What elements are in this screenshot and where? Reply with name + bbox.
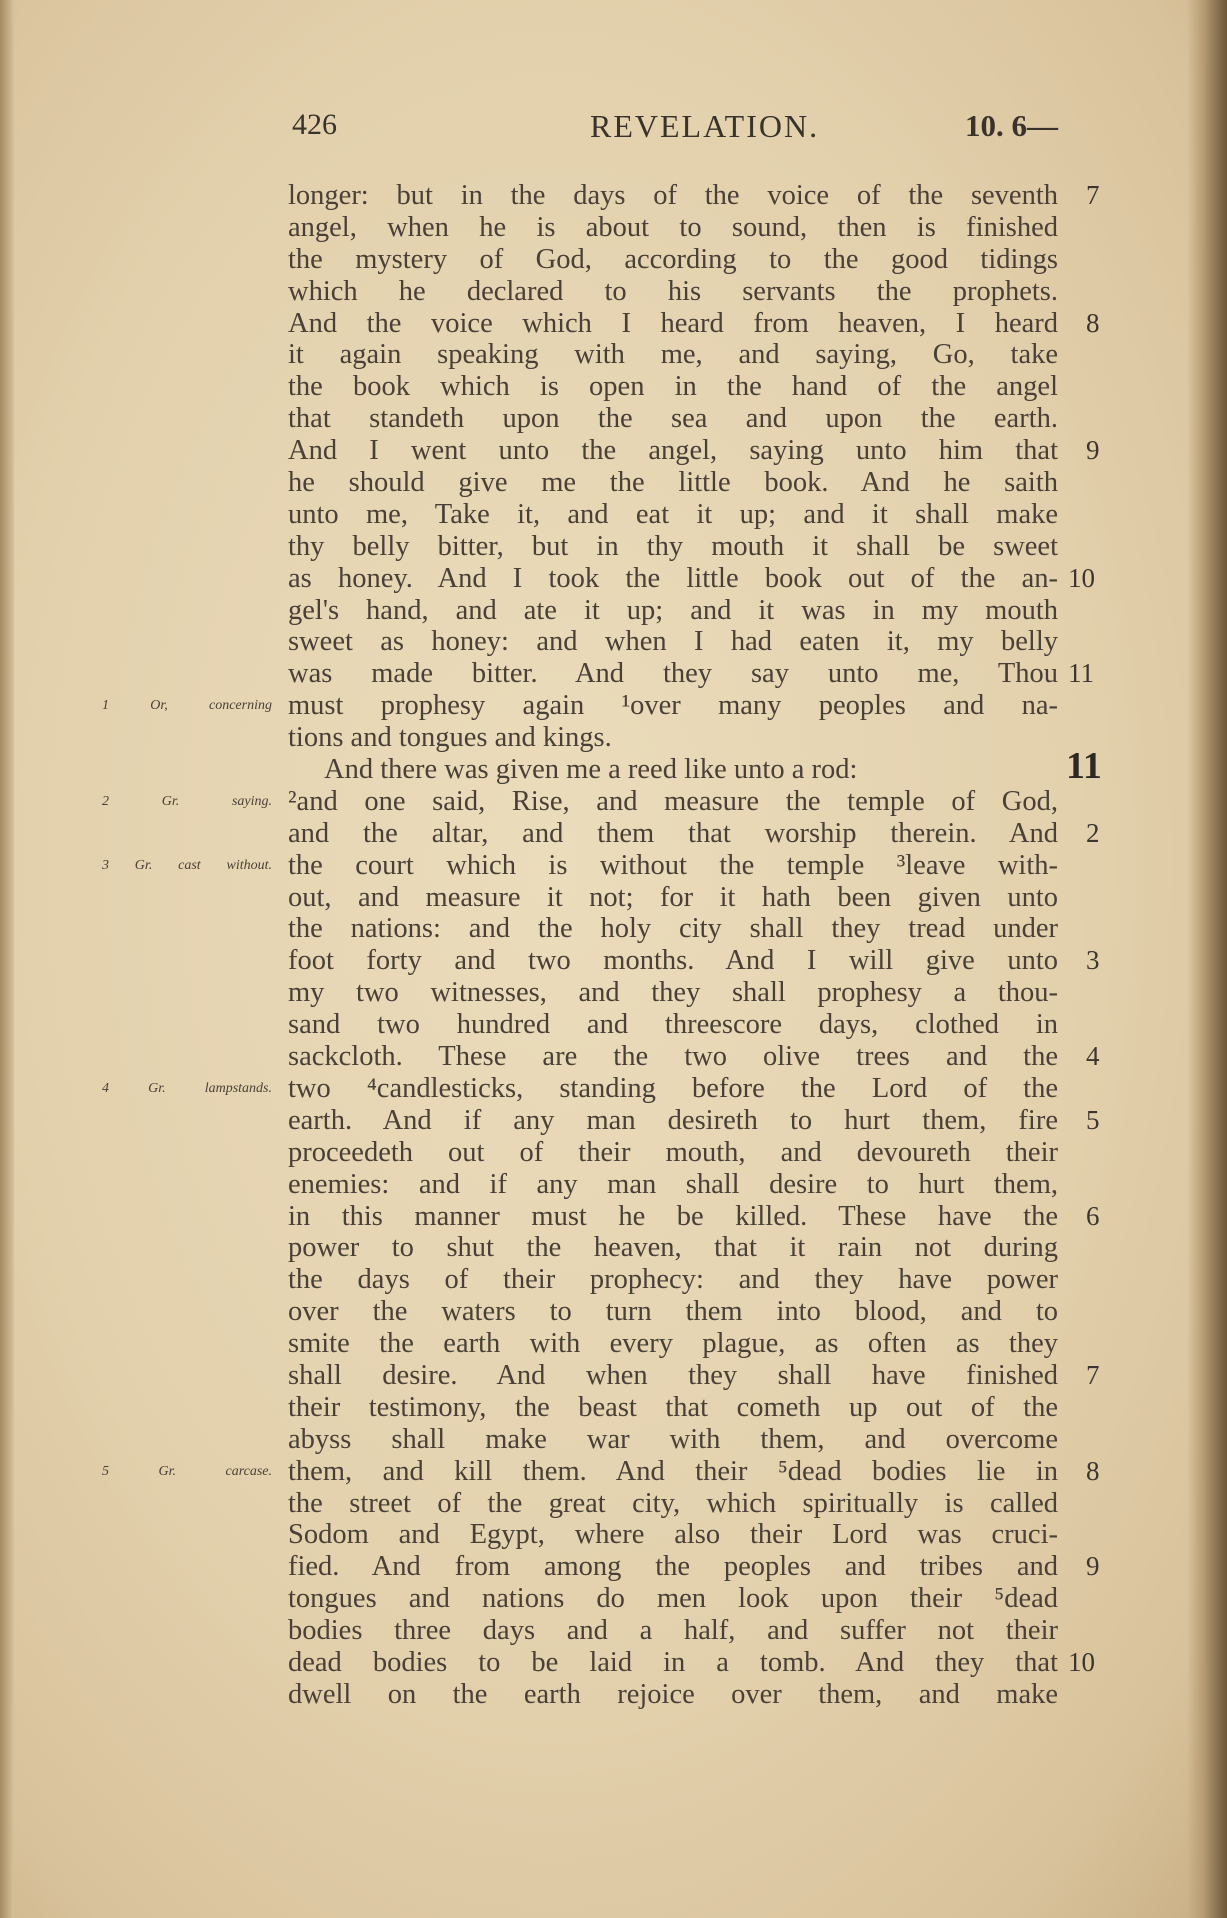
text-line — [288, 1359, 1100, 1392]
line-content: the nations: and the holy city shall they tread under — [288, 913, 1058, 945]
line-text — [288, 658, 1058, 690]
text-line — [288, 531, 1078, 563]
line-content: must prophesy again ¹over many peoples and na- — [288, 690, 1058, 722]
line-content: the book which is open in the hand of the angel — [288, 371, 1058, 403]
text-line — [288, 276, 1078, 308]
verse-number: 6 — [1086, 1200, 1100, 1231]
line-text — [288, 244, 1058, 276]
text-line — [288, 1104, 1100, 1137]
margin-note: 4 Gr. lampstands. — [102, 1080, 272, 1096]
text-line — [288, 722, 1078, 754]
line-text — [288, 850, 1058, 882]
line-text — [288, 1583, 1058, 1615]
line-content: proceedeth out of their mouth, and devoureth their — [288, 1136, 1058, 1168]
line-text — [288, 1615, 1058, 1647]
line-content: them, and kill them. And their ⁵dead bodies lie in — [288, 1455, 1058, 1487]
line-text — [288, 435, 1058, 467]
verse-number: 10 — [1068, 562, 1095, 593]
line-text — [288, 563, 1058, 595]
text-line — [288, 435, 1100, 467]
text-line — [288, 1328, 1078, 1360]
verse-number: 7 — [1086, 1359, 1100, 1390]
line-content: that standeth upon the sea and upon the earth. — [288, 403, 1058, 435]
text-line — [102, 1455, 1100, 1488]
line-content: in this manner must he be killed. These have the — [288, 1200, 1058, 1232]
page-number: 426 — [292, 108, 337, 141]
line-text — [288, 722, 1058, 754]
text-line — [288, 339, 1078, 371]
line-content: dwell on the earth rejoice over them, and make — [288, 1678, 1058, 1710]
text-line — [288, 467, 1078, 499]
text-line — [288, 658, 1094, 690]
line-text — [288, 913, 1058, 945]
line-text — [288, 1551, 1058, 1583]
verse-number: 8 — [1086, 1455, 1100, 1486]
line-content: And I went unto the angel, saying unto him that — [288, 435, 1058, 467]
line-content: unto me, Take it, and eat it up; and it shall make — [288, 498, 1058, 530]
line-content: he should give me the little book. And he saith — [288, 467, 1058, 499]
text-line — [102, 785, 1078, 818]
line-text — [288, 1424, 1058, 1456]
text-line — [288, 212, 1078, 244]
text-line — [288, 562, 1095, 595]
line-content: out, and measure it not; for it hath been given unto — [288, 881, 1058, 913]
verse-number: 9 — [1086, 435, 1100, 466]
line-text — [288, 1488, 1058, 1520]
text-line — [288, 1169, 1078, 1201]
margin-note: 5 Gr. carcase. — [102, 1463, 272, 1479]
line-content: my two witnesses, and they shall prophesy a thou- — [288, 977, 1058, 1009]
line-text — [288, 1519, 1058, 1551]
line-text — [288, 595, 1058, 627]
line-content: their testimony, the beast that cometh up out of the — [288, 1391, 1058, 1423]
line-text — [288, 977, 1058, 1009]
line-text — [288, 531, 1058, 563]
line-text — [288, 467, 1058, 499]
text-line — [288, 977, 1078, 1009]
line-content: the mystery of God, according to the good tidings — [288, 243, 1058, 275]
line-text — [288, 499, 1058, 531]
text-line — [288, 745, 1102, 788]
chapter-number: 11 — [1066, 745, 1102, 788]
line-content: fied. And from among the peoples and tribes and — [288, 1551, 1058, 1583]
text-line — [288, 307, 1100, 340]
verse-number: 11 — [1068, 658, 1094, 689]
line-text — [288, 1041, 1058, 1073]
line-content: dead bodies to be laid in a tomb. And they that — [288, 1646, 1058, 1678]
verse-number: 5 — [1086, 1104, 1100, 1135]
line-text — [288, 690, 1058, 722]
text-line — [288, 244, 1078, 276]
text-line — [288, 626, 1078, 658]
line-text — [288, 1328, 1058, 1360]
text-line — [288, 1551, 1100, 1583]
line-text — [288, 1232, 1058, 1264]
margin-note: 3 Gr. cast without. — [102, 857, 272, 873]
line-content: which he declared to his servants the prophets. — [288, 275, 1058, 307]
margin-note: 2 Gr. saying. — [102, 793, 272, 809]
margin-note: 1 Or, concerning — [102, 698, 272, 714]
line-content: thy belly bitter, but in thy mouth it shall be sweet — [288, 530, 1058, 562]
line-text — [288, 786, 1058, 818]
line-text — [288, 1647, 1058, 1679]
line-content: sackcloth. These are the two olive trees and the — [288, 1041, 1058, 1073]
line-text — [288, 1264, 1058, 1296]
page-left-edge — [0, 0, 14, 1918]
line-text — [288, 1073, 1058, 1105]
line-text — [288, 403, 1058, 435]
line-text — [288, 1679, 1058, 1711]
text-line — [288, 371, 1078, 403]
line-content: shall desire. And when they shall have finished — [288, 1359, 1058, 1391]
text-line — [288, 1424, 1078, 1456]
line-text — [288, 180, 1058, 212]
text-line — [288, 1646, 1095, 1679]
line-content: and the altar, and them that worship therein. And — [288, 817, 1058, 849]
line-content: the street of the great city, which spiritually is called — [288, 1487, 1058, 1519]
scripture-text — [102, 180, 1102, 1711]
text-line — [288, 913, 1078, 945]
text-line — [288, 1488, 1078, 1520]
line-content: bodies three days and a half, and suffer not their — [288, 1615, 1058, 1647]
line-text — [288, 339, 1058, 371]
text-line — [288, 1137, 1078, 1169]
text-line — [288, 1296, 1078, 1328]
line-text — [288, 1392, 1058, 1424]
text-line — [288, 882, 1078, 914]
line-content: enemies: and if any man shall desire to hurt them, — [288, 1168, 1058, 1200]
line-content: two ⁴candlesticks, standing before the Lord of the — [288, 1072, 1058, 1104]
line-text — [288, 1009, 1058, 1041]
chapter-verse-reference: 10. 6— — [965, 108, 1058, 143]
text-line — [288, 180, 1100, 212]
verse-number: 2 — [1086, 817, 1100, 848]
line-content: And there was given me a reed like unto a rod: — [324, 754, 858, 786]
text-line — [288, 817, 1100, 850]
verse-number: 9 — [1086, 1551, 1100, 1582]
line-content: sweet as honey: and when I had eaten it, my belly — [288, 626, 1058, 658]
line-text — [288, 754, 1058, 786]
line-text — [288, 1105, 1058, 1137]
text-line — [288, 499, 1078, 531]
line-content: And the voice which I heard from heaven, I heard — [288, 307, 1058, 339]
line-text — [288, 212, 1058, 244]
line-content: smite the earth with every plague, as often as they — [288, 1328, 1058, 1360]
line-content: the court which is without the temple ³leave with- — [288, 849, 1058, 881]
line-text — [288, 818, 1058, 850]
line-content: sand two hundred and threescore days, clothed in — [288, 1009, 1058, 1041]
text-line — [288, 945, 1100, 977]
text-line — [288, 1041, 1100, 1073]
text-line — [102, 690, 1078, 722]
text-line — [288, 1232, 1078, 1264]
text-line — [102, 1072, 1078, 1105]
text-line — [288, 1679, 1078, 1711]
text-line — [288, 1200, 1100, 1233]
line-text — [288, 1137, 1058, 1169]
verse-number: 4 — [1086, 1041, 1100, 1072]
line-text — [288, 276, 1058, 308]
line-text — [288, 1201, 1058, 1233]
line-content: power to shut the heaven, that it rain not during — [288, 1232, 1058, 1264]
line-content: abyss shall make war with them, and overcome — [288, 1423, 1058, 1455]
text-line — [102, 849, 1078, 882]
text-line — [288, 1583, 1078, 1615]
line-content: gel's hand, and ate it up; and it was in my mouth — [288, 594, 1058, 626]
text-line — [288, 595, 1078, 627]
line-text — [288, 308, 1058, 340]
text-line — [288, 1392, 1078, 1424]
line-text — [288, 945, 1058, 977]
text-line — [288, 1519, 1078, 1551]
page-binding-shadow — [1187, 0, 1227, 1918]
text-line — [288, 1009, 1078, 1041]
line-content: the days of their prophecy: and they have power — [288, 1264, 1058, 1296]
line-content: as honey. And I took the little book out of the an- — [288, 562, 1058, 594]
verse-number: 8 — [1086, 307, 1100, 338]
text-line — [288, 1615, 1078, 1647]
line-content: it again speaking with me, and saying, Go, take — [288, 339, 1058, 371]
line-content: was made bitter. And they say unto me, Thou — [288, 658, 1058, 690]
verse-number: 7 — [1086, 180, 1100, 210]
text-line — [288, 403, 1078, 435]
line-content: earth. And if any man desireth to hurt them, fire — [288, 1104, 1058, 1136]
line-content: tions and tongues and kings. — [288, 722, 612, 754]
verse-number: 3 — [1086, 945, 1100, 976]
line-text — [288, 371, 1058, 403]
line-content: tongues and nations do men look upon their ⁵dead — [288, 1583, 1058, 1615]
verse-number: 10 — [1068, 1646, 1095, 1677]
line-content: over the waters to turn them into blood, and to — [288, 1296, 1058, 1328]
line-content: foot forty and two months. And I will give unto — [288, 945, 1058, 977]
line-text — [288, 1456, 1058, 1488]
line-content: Sodom and Egypt, where also their Lord was cruci- — [288, 1519, 1058, 1551]
running-header — [0, 108, 1227, 152]
line-text — [288, 1169, 1058, 1201]
line-text — [288, 882, 1058, 914]
line-text — [288, 1296, 1058, 1328]
line-text — [288, 1360, 1058, 1392]
line-content: longer: but in the days of the voice of the seventh — [288, 180, 1058, 211]
book-title: REVELATION. — [590, 108, 820, 144]
line-content: ²and one said, Rise, and measure the temple of God, — [288, 785, 1058, 817]
line-content: angel, when he is about to sound, then is finished — [288, 211, 1058, 243]
text-line — [288, 1264, 1078, 1296]
line-text — [288, 626, 1058, 658]
